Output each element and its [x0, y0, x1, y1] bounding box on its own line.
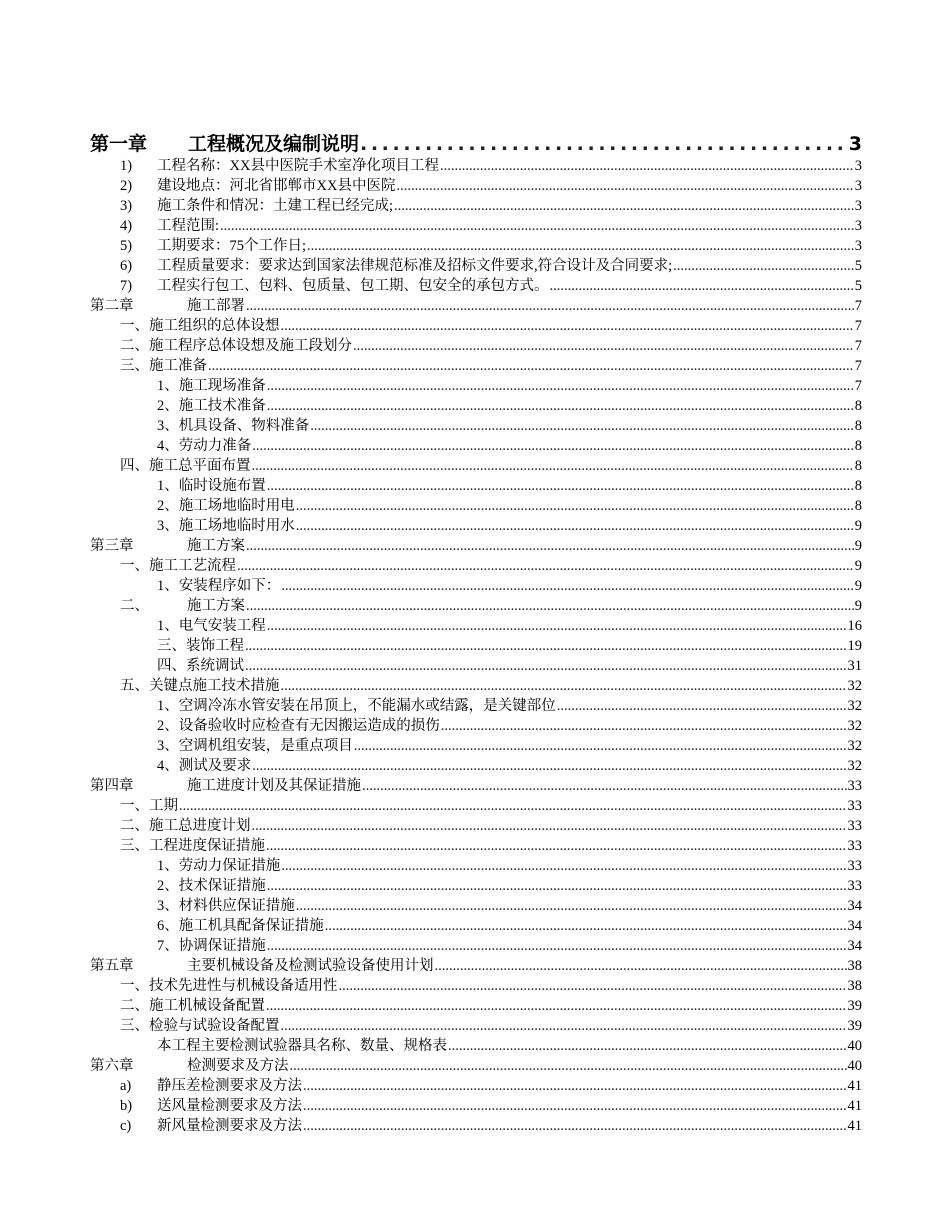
toc-entry[interactable] — [90, 616, 862, 636]
toc-entry-page-number: 32 — [847, 678, 862, 694]
toc-entry-title: 1、电气安装工程 — [157, 618, 266, 634]
toc-entry-title: 一、技术先进性与机械设备适用性 — [120, 978, 338, 994]
dot-leader — [245, 656, 847, 676]
dot-leader — [307, 236, 854, 256]
toc-entry-page-number: 5 — [854, 258, 862, 274]
toc-entry-title: 2、设备验收时应检查有无因搬运造成的损伤 — [157, 718, 440, 734]
toc-entry-page-number: 5 — [854, 278, 862, 294]
dot-leader — [290, 1056, 847, 1076]
dot-leader — [267, 376, 854, 396]
toc-entry-number: 二、 — [120, 598, 149, 614]
toc-entry-title: 3、材料供应保证措施 — [157, 898, 295, 914]
dot-leader — [266, 836, 847, 856]
toc-entry-title: 施工方案 — [187, 598, 245, 614]
toc-entry-page-number: 34 — [847, 898, 862, 914]
toc-entry-number: 5) — [120, 238, 133, 254]
toc-entry[interactable] — [90, 936, 862, 956]
toc-entry[interactable] — [90, 736, 862, 756]
dot-leader — [252, 436, 854, 456]
toc-entry-number: 7) — [120, 278, 133, 294]
toc-entry-page-number: 3 — [854, 198, 862, 214]
toc-entry-number: 第四章 — [90, 778, 134, 794]
toc-entry-title: 施工部署 — [187, 298, 245, 314]
toc-entry-title: 2、施工场地临时用电 — [157, 498, 295, 514]
toc-entry-number: 第五章 — [90, 958, 134, 974]
toc-entry-page-number: 32 — [847, 718, 862, 734]
toc-entry[interactable] — [90, 336, 862, 356]
dot-leader — [246, 296, 854, 316]
dot-leader — [246, 536, 854, 556]
toc-entry-page-number: 40 — [847, 1038, 862, 1054]
toc-entry-number: 第一章 — [90, 133, 148, 155]
dot-leader — [281, 676, 847, 696]
toc-entry[interactable] — [90, 256, 862, 276]
toc-entry-title: 1、临时设施布置 — [157, 478, 266, 494]
toc-entry[interactable] — [90, 856, 862, 876]
toc-entry-title: 7、协调保证措施 — [157, 938, 266, 954]
toc-entry[interactable] — [90, 916, 862, 936]
dot-leader — [339, 976, 847, 996]
toc-entry-page-number: 9 — [854, 578, 862, 594]
toc-entry[interactable] — [90, 156, 862, 176]
toc-entry-title: 工程范围: — [157, 218, 220, 234]
toc-entry[interactable] — [90, 316, 862, 336]
dot-leader — [296, 496, 854, 516]
dot-leader — [353, 336, 854, 356]
toc-entry[interactable] — [90, 816, 862, 836]
toc-entry[interactable] — [90, 496, 862, 516]
dot-leader — [267, 616, 847, 636]
toc-entry-title: 五、关键点施工技术措施 — [120, 678, 280, 694]
toc-entry-title: 工程名称：XX县中医院手术室净化项目工程 — [157, 158, 439, 174]
toc-entry-page-number: 3 — [854, 238, 862, 254]
toc-entry-title: 工期要求：75个工作日; — [157, 238, 307, 254]
dot-leader — [252, 456, 854, 476]
toc-entry-title: 三、施工准备 — [120, 358, 207, 374]
toc-entry[interactable] — [90, 756, 862, 776]
toc-entry-page-number: 39 — [847, 998, 862, 1014]
toc-entry-page-number: 7 — [854, 298, 862, 314]
toc-entry-page-number: 32 — [847, 738, 862, 754]
toc-entry-title: 二、施工总进度计划 — [120, 818, 251, 834]
toc-entry-title: 6、施工机具配备保证措施 — [157, 918, 324, 934]
toc-entry[interactable] — [90, 716, 862, 736]
toc-entry-title: 施工条件和情况：土建工程已经完成; — [157, 198, 394, 214]
toc-entry-number: 3) — [120, 198, 133, 214]
toc-entry[interactable] — [90, 476, 862, 496]
toc-entry[interactable] — [90, 996, 862, 1016]
dot-leader — [435, 956, 847, 976]
toc-entry-title: 1、施工现场准备 — [157, 378, 266, 394]
toc-entry-page-number: 8 — [854, 398, 862, 414]
dot-leader — [266, 996, 847, 1016]
toc-entry-page-number: 41 — [847, 1098, 862, 1114]
dot-leader — [440, 156, 854, 176]
toc-entry-title: 一、施工组织的总体设想 — [120, 318, 280, 334]
toc-entry-title: 静压差检测要求及方法 — [157, 1078, 302, 1094]
dot-leader — [220, 216, 854, 236]
toc-entry-title: 3、空调机组安装，是重点项目 — [157, 738, 353, 754]
toc-entry[interactable] — [90, 676, 862, 696]
toc-entry-page-number: 8 — [854, 418, 862, 434]
toc-entry-page-number: 32 — [847, 698, 862, 714]
toc-entry[interactable] — [90, 696, 862, 716]
toc-entry-title: 送风量检测要求及方法 — [157, 1098, 302, 1114]
toc-entry-page-number: 7 — [854, 318, 862, 334]
toc-entry-page-number: 41 — [847, 1078, 862, 1094]
toc-entry-title: 工程概况及编制说明 — [188, 133, 360, 155]
table-of-contents — [90, 132, 862, 1136]
toc-entry-title: 主要机械设备及检测试验设备使用计划 — [187, 958, 434, 974]
toc-entry[interactable] — [90, 296, 862, 316]
toc-entry-title: 一、工期 — [120, 798, 178, 814]
dot-leader — [267, 876, 847, 896]
toc-entry[interactable] — [90, 132, 862, 156]
toc-entry[interactable] — [90, 536, 862, 556]
toc-entry-page-number: 34 — [847, 938, 862, 954]
toc-entry-page-number: 3 — [854, 158, 862, 174]
toc-entry-number: c) — [120, 1118, 132, 1134]
toc-entry-page-number: 8 — [854, 458, 862, 474]
toc-entry[interactable] — [90, 276, 862, 296]
toc-entry-page-number: 40 — [847, 1058, 862, 1074]
toc-entry-page-number: 3 — [854, 218, 862, 234]
toc-entry[interactable] — [90, 1056, 862, 1076]
toc-entry-page-number: 16 — [847, 618, 862, 634]
toc-entry-number: 第二章 — [90, 298, 134, 314]
dot-leader — [441, 716, 847, 736]
dot-leader — [394, 196, 854, 216]
toc-entry-page-number: 33 — [847, 818, 862, 834]
toc-entry-page-number: 34 — [847, 918, 862, 934]
dot-leader — [179, 796, 847, 816]
toc-entry-title: 三、工程进度保证措施 — [120, 838, 265, 854]
toc-entry-title: 4、劳动力准备 — [157, 438, 252, 454]
toc-entry[interactable] — [90, 876, 862, 896]
toc-entry-number: 第六章 — [90, 1058, 134, 1074]
dot-leader — [296, 896, 847, 916]
toc-entry-page-number: 7 — [854, 358, 862, 374]
dot-leader — [325, 916, 847, 936]
toc-entry-page-number: 7 — [854, 378, 862, 394]
toc-entry-title: 4、测试及要求 — [157, 758, 252, 774]
toc-entry-title: 四、施工总平面布置 — [120, 458, 251, 474]
toc-entry-number: a) — [120, 1078, 132, 1094]
toc-entry[interactable] — [90, 236, 862, 256]
toc-entry-title: 二、施工程序总体设想及施工段划分 — [120, 338, 352, 354]
toc-entry-page-number: 8 — [854, 498, 862, 514]
dot-leader — [360, 132, 848, 156]
dot-leader — [252, 816, 847, 836]
toc-entry[interactable] — [90, 1076, 862, 1096]
toc-entry-page-number: 31 — [847, 658, 862, 674]
toc-entry-page-number: 8 — [854, 478, 862, 494]
dot-leader — [303, 1116, 847, 1136]
toc-entry-title: 3、施工场地临时用水 — [157, 518, 295, 534]
dot-leader — [310, 416, 854, 436]
toc-entry-title: 检测要求及方法 — [187, 1058, 289, 1074]
toc-entry-number: 4) — [120, 218, 133, 234]
toc-entry-title: 工程质量要求：要求达到国家法律规范标准及招标文件要求,符合设计及合同要求; — [157, 258, 673, 274]
toc-entry[interactable] — [90, 656, 862, 676]
toc-entry[interactable] — [90, 196, 862, 216]
toc-entry[interactable] — [90, 976, 862, 996]
toc-entry-title: 二、施工机械设备配置 — [120, 998, 265, 1014]
toc-entry[interactable] — [90, 176, 862, 196]
toc-entry[interactable] — [90, 396, 862, 416]
toc-entry-title: 四、系统调试 — [157, 658, 244, 674]
toc-entry[interactable] — [90, 796, 862, 816]
dot-leader — [557, 696, 847, 716]
dot-leader — [281, 856, 846, 876]
dot-leader — [267, 476, 854, 496]
toc-entry-title: 2、技术保证措施 — [157, 878, 266, 894]
toc-entry-title: 建设地点：河北省邯郸市XX县中医院 — [157, 178, 396, 194]
toc-entry-number: 6) — [120, 258, 133, 274]
toc-entry[interactable] — [90, 416, 862, 436]
toc-entry[interactable] — [90, 436, 862, 456]
toc-entry-page-number: 39 — [847, 1018, 862, 1034]
toc-entry-title: 1、安装程序如下： — [157, 578, 281, 594]
toc-entry[interactable] — [90, 1096, 862, 1116]
toc-entry-page-number: 3 — [854, 178, 862, 194]
toc-entry-number: 第三章 — [90, 538, 134, 554]
toc-entry-title: 三、装饰工程 — [157, 638, 244, 654]
toc-entry[interactable] — [90, 516, 862, 536]
dot-leader — [354, 736, 847, 756]
toc-entry-title: 1、空调冷冻水管安装在吊顶上，不能漏水或结露，是关键部位 — [157, 698, 556, 714]
toc-entry[interactable] — [90, 1016, 862, 1036]
dot-leader — [267, 936, 847, 956]
toc-entry-page-number: 32 — [847, 758, 862, 774]
toc-entry-page-number: 38 — [847, 958, 862, 974]
toc-entry-title: 新风量检测要求及方法 — [157, 1118, 302, 1134]
toc-entry-page-number: 9 — [854, 538, 862, 554]
dot-leader — [296, 516, 854, 536]
toc-entry-title: 施工方案 — [187, 538, 245, 554]
toc-entry-page-number: 33 — [847, 778, 862, 794]
toc-entry[interactable] — [90, 1036, 862, 1056]
toc-entry[interactable] — [90, 556, 862, 576]
toc-entry[interactable] — [90, 896, 862, 916]
toc-entry-page-number: 33 — [847, 858, 862, 874]
dot-leader — [281, 1016, 847, 1036]
toc-entry-title: 2、施工技术准备 — [157, 398, 266, 414]
dot-leader — [237, 556, 854, 576]
toc-entry-title: 1、劳动力保证措施 — [157, 858, 281, 874]
toc-entry-page-number: 8 — [854, 438, 862, 454]
toc-entry-page-number: 38 — [847, 978, 862, 994]
toc-entry-page-number: 9 — [854, 598, 862, 614]
toc-entry[interactable] — [90, 636, 862, 656]
toc-entry[interactable] — [90, 776, 862, 796]
toc-entry-page-number: 33 — [847, 838, 862, 854]
dot-leader — [281, 316, 854, 336]
toc-entry-number: b) — [120, 1098, 133, 1114]
toc-entry[interactable] — [90, 596, 862, 616]
toc-entry-page-number: 33 — [847, 878, 862, 894]
toc-entry-title: 3、机具设备、物料准备 — [157, 418, 310, 434]
dot-leader — [303, 1096, 847, 1116]
toc-entry-title: 工程实行包工、包料、包质量、包工期、包安全的承包方式。 — [157, 278, 549, 294]
toc-entry[interactable] — [90, 456, 862, 476]
toc-entry[interactable] — [90, 576, 862, 596]
toc-entry[interactable] — [90, 1116, 862, 1136]
toc-entry-number: 2) — [120, 178, 133, 194]
toc-entry[interactable] — [90, 356, 862, 376]
dot-leader — [448, 1036, 847, 1056]
dot-leader — [267, 396, 854, 416]
toc-entry-page-number: 9 — [854, 518, 862, 534]
dot-leader — [673, 256, 854, 276]
toc-entry-title: 三、检验与试验设备配置 — [120, 1018, 280, 1034]
dot-leader — [252, 756, 846, 776]
toc-entry-page-number: 7 — [854, 338, 862, 354]
toc-entry[interactable] — [90, 376, 862, 396]
toc-entry-title: 本工程主要检测试验器具名称、数量、规格表 — [157, 1038, 447, 1054]
toc-entry-title: 一、施工工艺流程 — [120, 558, 236, 574]
toc-entry-number: 1) — [120, 158, 133, 174]
dot-leader — [208, 356, 854, 376]
dot-leader — [281, 576, 854, 596]
toc-entry-title: 施工进度计划及其保证措施 — [187, 778, 361, 794]
toc-entry-page-number: 41 — [847, 1118, 862, 1134]
dot-leader — [246, 596, 854, 616]
toc-entry-page-number: 3 — [848, 133, 862, 155]
toc-entry[interactable] — [90, 956, 862, 976]
dot-leader — [303, 1076, 847, 1096]
toc-entry-page-number: 19 — [847, 638, 862, 654]
toc-entry-page-number: 33 — [847, 798, 862, 814]
dot-leader — [550, 276, 854, 296]
dot-leader — [396, 176, 853, 196]
toc-entry-page-number: 9 — [854, 558, 862, 574]
toc-entry[interactable] — [90, 216, 862, 236]
dot-leader — [362, 776, 847, 796]
dot-leader — [245, 636, 847, 656]
toc-entry[interactable] — [90, 836, 862, 856]
